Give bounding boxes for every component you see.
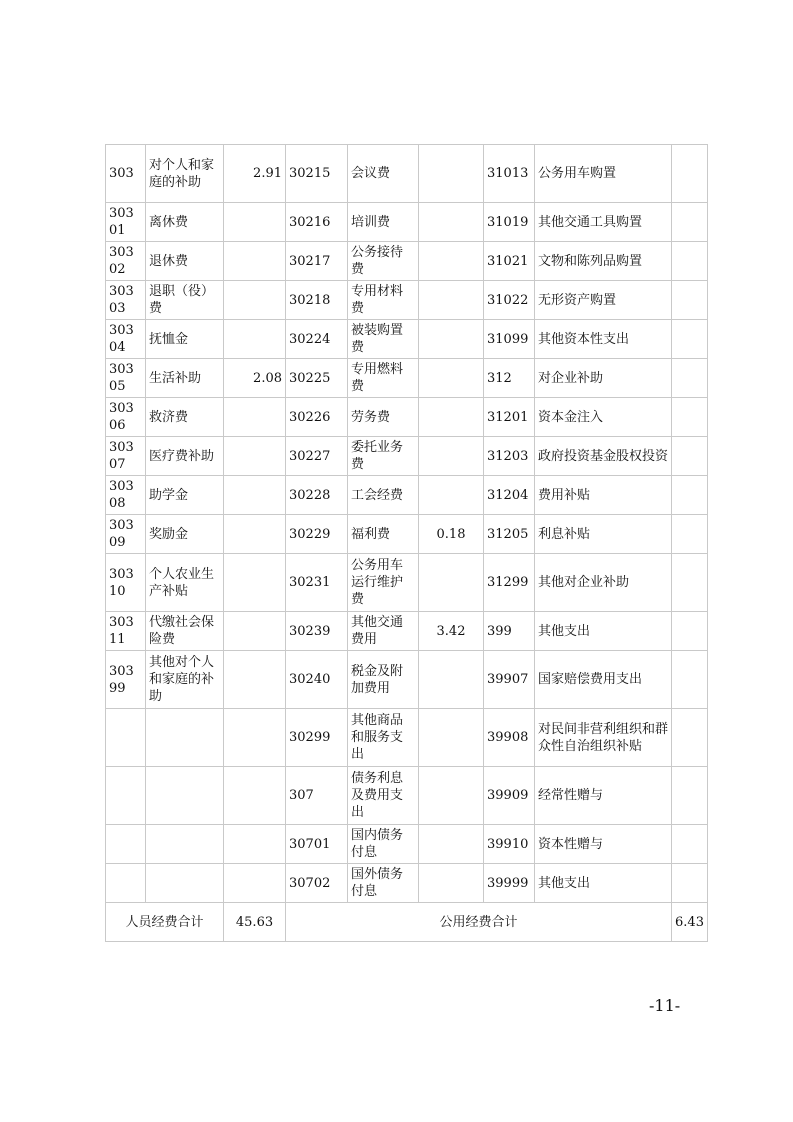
item-name-cell: 对个人和家庭的补助	[146, 145, 224, 203]
amount-cell	[224, 242, 286, 281]
economic-code-cell: 39910	[484, 825, 535, 864]
amount-cell	[419, 203, 484, 242]
amount-cell	[419, 709, 484, 767]
item-name-cell: 其他支出	[535, 864, 672, 903]
amount-cell	[224, 651, 286, 709]
amount-cell	[672, 145, 708, 203]
item-name-cell: 文物和陈列品购置	[535, 242, 672, 281]
economic-code-cell: 30239	[286, 612, 348, 651]
economic-code-cell: 307	[286, 767, 348, 825]
item-name-cell: 公务用车运行维护费	[348, 554, 419, 612]
item-name-cell: 福利费	[348, 515, 419, 554]
item-name-cell: 债务利息及费用支出	[348, 767, 419, 825]
economic-code-cell: 30229	[286, 515, 348, 554]
item-name-cell	[146, 864, 224, 903]
amount-cell	[672, 612, 708, 651]
item-name-cell: 其他资本性支出	[535, 320, 672, 359]
item-name-cell: 国外债务付息	[348, 864, 419, 903]
table-row	[106, 864, 708, 903]
amount-cell	[419, 359, 484, 398]
item-name-cell: 对企业补助	[535, 359, 672, 398]
economic-code-cell: 30228	[286, 476, 348, 515]
economic-code-cell	[106, 767, 146, 825]
item-name-cell: 公务接待费	[348, 242, 419, 281]
economic-code-cell: 31203	[484, 437, 535, 476]
amount-cell	[419, 145, 484, 203]
item-name-cell: 代缴社会保险费	[146, 612, 224, 651]
personnel-total-label: 人员经费合计	[106, 903, 224, 942]
item-name-cell: 资本金注入	[535, 398, 672, 437]
amount-cell	[419, 320, 484, 359]
item-name-cell: 委托业务费	[348, 437, 419, 476]
item-name-cell	[146, 767, 224, 825]
economic-code-cell: 31021	[484, 242, 535, 281]
item-name-cell: 其他支出	[535, 612, 672, 651]
item-name-cell: 公务用车购置	[535, 145, 672, 203]
amount-cell	[672, 476, 708, 515]
economic-code-cell: 30701	[286, 825, 348, 864]
item-name-cell: 利息补贴	[535, 515, 672, 554]
item-name-cell: 会议费	[348, 145, 419, 203]
amount-cell	[224, 709, 286, 767]
table-row	[106, 476, 708, 515]
amount-cell	[672, 242, 708, 281]
item-name-cell: 退职（役）费	[146, 281, 224, 320]
economic-code-cell: 30301	[106, 203, 146, 242]
public-total-amount: 6.43	[672, 903, 708, 942]
amount-cell	[224, 437, 286, 476]
economic-code-cell	[106, 825, 146, 864]
economic-code-cell: 30218	[286, 281, 348, 320]
economic-code-cell: 30309	[106, 515, 146, 554]
amount-cell	[672, 359, 708, 398]
economic-code-cell	[106, 864, 146, 903]
amount-cell	[672, 709, 708, 767]
amount-cell	[224, 398, 286, 437]
economic-code-cell: 312	[484, 359, 535, 398]
item-name-cell: 政府投资基金股权投资	[535, 437, 672, 476]
economic-code-cell: 30240	[286, 651, 348, 709]
item-name-cell: 培训费	[348, 203, 419, 242]
item-name-cell: 其他交通费用	[348, 612, 419, 651]
amount-cell	[672, 651, 708, 709]
economic-code-cell: 30231	[286, 554, 348, 612]
economic-code-cell: 30311	[106, 612, 146, 651]
amount-cell	[419, 476, 484, 515]
amount-cell	[419, 398, 484, 437]
economic-code-cell: 30702	[286, 864, 348, 903]
table-row	[106, 145, 708, 203]
amount-cell	[672, 437, 708, 476]
economic-code-cell: 30303	[106, 281, 146, 320]
amount-cell	[419, 864, 484, 903]
amount-cell	[224, 320, 286, 359]
item-name-cell: 资本性赠与	[535, 825, 672, 864]
amount-cell	[224, 767, 286, 825]
economic-code-cell: 30226	[286, 398, 348, 437]
table-row	[106, 651, 708, 709]
amount-cell	[672, 767, 708, 825]
economic-code-cell: 30304	[106, 320, 146, 359]
item-name-cell: 助学金	[146, 476, 224, 515]
amount-cell	[672, 320, 708, 359]
economic-code-cell: 399	[484, 612, 535, 651]
economic-code-cell: 31099	[484, 320, 535, 359]
amount-cell	[224, 864, 286, 903]
table-row	[106, 825, 708, 864]
economic-code-cell	[106, 709, 146, 767]
economic-code-cell: 30225	[286, 359, 348, 398]
economic-code-cell: 30216	[286, 203, 348, 242]
table-row	[106, 281, 708, 320]
item-name-cell: 其他对个人和家庭的补助	[146, 651, 224, 709]
item-name-cell: 经常性赠与	[535, 767, 672, 825]
economic-code-cell: 30307	[106, 437, 146, 476]
item-name-cell: 劳务费	[348, 398, 419, 437]
economic-code-cell: 31019	[484, 203, 535, 242]
table-row	[106, 554, 708, 612]
amount-cell: 3.42	[419, 612, 484, 651]
item-name-cell: 退休费	[146, 242, 224, 281]
item-name-cell: 离休费	[146, 203, 224, 242]
economic-code-cell: 30224	[286, 320, 348, 359]
economic-code-cell: 30227	[286, 437, 348, 476]
table-row	[106, 203, 708, 242]
amount-cell: 0.18	[419, 515, 484, 554]
amount-cell	[224, 476, 286, 515]
amount-cell	[419, 767, 484, 825]
amount-cell	[672, 515, 708, 554]
table-row	[106, 242, 708, 281]
item-name-cell: 其他对企业补助	[535, 554, 672, 612]
item-name-cell: 其他交通工具购置	[535, 203, 672, 242]
amount-cell	[224, 281, 286, 320]
economic-code-cell: 31013	[484, 145, 535, 203]
amount-cell	[224, 825, 286, 864]
item-name-cell	[146, 825, 224, 864]
economic-code-cell: 303	[106, 145, 146, 203]
item-name-cell: 其他商品和服务支出	[348, 709, 419, 767]
amount-cell	[419, 554, 484, 612]
item-name-cell: 医疗费补助	[146, 437, 224, 476]
amount-cell	[672, 281, 708, 320]
economic-code-cell: 31022	[484, 281, 535, 320]
amount-cell: 2.08	[224, 359, 286, 398]
amount-cell	[224, 612, 286, 651]
amount-cell	[672, 398, 708, 437]
economic-code-cell: 39907	[484, 651, 535, 709]
economic-code-cell: 30305	[106, 359, 146, 398]
economic-code-cell: 30217	[286, 242, 348, 281]
item-name-cell: 对民间非营利组织和群众性自治组织补贴	[535, 709, 672, 767]
economic-code-cell: 30299	[286, 709, 348, 767]
amount-cell	[224, 203, 286, 242]
economic-code-cell: 30215	[286, 145, 348, 203]
amount-cell	[419, 825, 484, 864]
item-name-cell: 奖励金	[146, 515, 224, 554]
item-name-cell: 费用补贴	[535, 476, 672, 515]
table-row	[106, 709, 708, 767]
item-name-cell: 被装购置费	[348, 320, 419, 359]
table-row	[106, 515, 708, 554]
economic-code-cell: 31201	[484, 398, 535, 437]
item-name-cell: 工会经费	[348, 476, 419, 515]
table-row	[106, 359, 708, 398]
economic-code-cell: 30310	[106, 554, 146, 612]
item-name-cell: 国家赔偿费用支出	[535, 651, 672, 709]
economic-code-cell: 30308	[106, 476, 146, 515]
table-row	[106, 437, 708, 476]
economic-code-cell: 31299	[484, 554, 535, 612]
item-name-cell: 个人农业生产补贴	[146, 554, 224, 612]
budget-expense-table	[105, 144, 708, 942]
economic-code-cell: 39908	[484, 709, 535, 767]
table-row	[106, 398, 708, 437]
amount-cell	[419, 651, 484, 709]
economic-code-cell: 30399	[106, 651, 146, 709]
item-name-cell: 救济费	[146, 398, 224, 437]
table-row	[106, 767, 708, 825]
economic-code-cell: 30302	[106, 242, 146, 281]
item-name-cell: 国内债务付息	[348, 825, 419, 864]
public-total-label: 公用经费合计	[286, 903, 672, 942]
item-name-cell: 专用燃料费	[348, 359, 419, 398]
item-name-cell: 生活补助	[146, 359, 224, 398]
economic-code-cell: 39999	[484, 864, 535, 903]
amount-cell	[672, 203, 708, 242]
amount-cell	[224, 554, 286, 612]
economic-code-cell: 30306	[106, 398, 146, 437]
amount-cell	[419, 437, 484, 476]
economic-code-cell: 39909	[484, 767, 535, 825]
personnel-total-amount: 45.63	[224, 903, 286, 942]
table-row	[106, 320, 708, 359]
amount-cell	[419, 281, 484, 320]
economic-code-cell: 31205	[484, 515, 535, 554]
amount-cell	[419, 242, 484, 281]
amount-cell: 2.91	[224, 145, 286, 203]
table-row	[106, 612, 708, 651]
amount-cell	[672, 825, 708, 864]
amount-cell	[224, 515, 286, 554]
item-name-cell: 专用材料费	[348, 281, 419, 320]
totals-row	[106, 903, 708, 942]
amount-cell	[672, 864, 708, 903]
item-name-cell	[146, 709, 224, 767]
item-name-cell: 税金及附加费用	[348, 651, 419, 709]
amount-cell	[672, 554, 708, 612]
item-name-cell: 无形资产购置	[535, 281, 672, 320]
economic-code-cell: 31204	[484, 476, 535, 515]
page-number: -11-	[649, 996, 681, 1015]
item-name-cell: 抚恤金	[146, 320, 224, 359]
